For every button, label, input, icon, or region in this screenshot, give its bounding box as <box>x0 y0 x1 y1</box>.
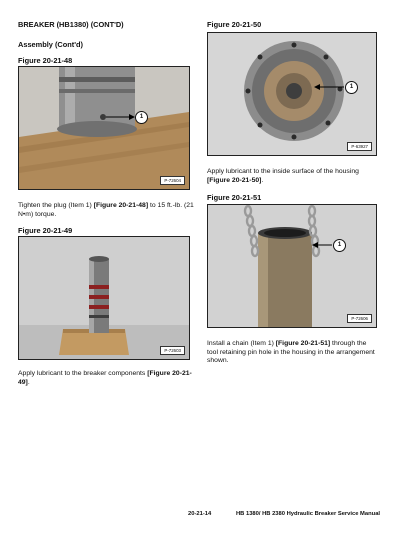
instruction-50: Apply lubricant to the inside surface of the housing [Figure 20-21-50]. <box>207 168 359 184</box>
callout-1: 1 <box>135 111 148 124</box>
callout-1: 1 <box>345 81 358 94</box>
photo-code: P-72606 <box>347 314 372 323</box>
photo-code: P-72603 <box>160 346 185 355</box>
breaker-plug-illustration <box>19 67 189 189</box>
figure-49-photo <box>18 236 190 360</box>
figure-48-photo <box>18 66 190 190</box>
instruction-49: Apply lubricant to the breaker components [Figure 20-21-49]. <box>18 370 192 386</box>
figure-51-title: Figure 20-21-51 <box>207 193 262 202</box>
instruction-51: Install a chain (Item 1) [Figure 20-21-51] through the tool retaining pin hole in the housing in the arrangement shown. <box>207 340 375 365</box>
chain-housing-illustration <box>208 205 376 327</box>
figure-51-photo <box>207 204 377 328</box>
figure-50-photo <box>207 32 377 156</box>
breaker-components-illustration <box>19 237 189 359</box>
callout-1: 1 <box>333 239 346 252</box>
figure-48-title: Figure 20-21-48 <box>18 56 73 65</box>
figure-49-title: Figure 20-21-49 <box>18 226 73 235</box>
section-heading: BREAKER (HB1380) (CONT'D) <box>18 20 124 29</box>
subsection-heading: Assembly (Cont'd) <box>18 40 83 49</box>
photo-code: P-63927 <box>347 142 372 151</box>
manual-title: HB 1380/ HB 2380 Hydraulic Breaker Service Manual <box>236 511 381 517</box>
instruction-48: Tighten the plug (Item 1) [Figure 20-21-48] to 15 ft.-lb. (21 N•m) torque. <box>18 202 194 218</box>
housing-interior-illustration <box>208 33 376 155</box>
page-number: 20-21-14 <box>188 511 212 517</box>
photo-code: P-72604 <box>160 176 185 185</box>
figure-50-title: Figure 20-21-50 <box>207 20 262 29</box>
